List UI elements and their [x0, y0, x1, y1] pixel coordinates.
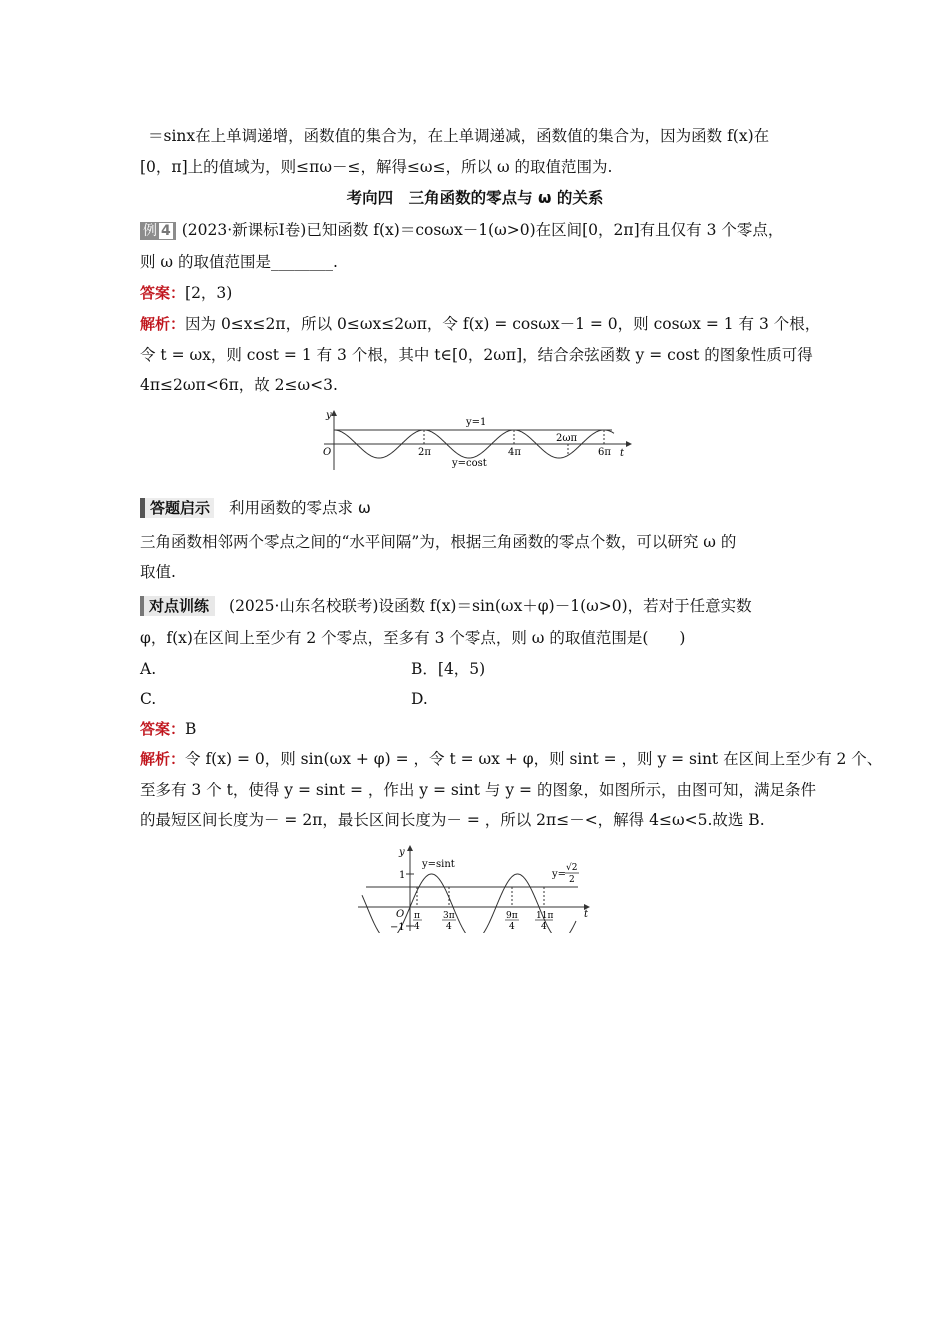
- practice-tag: 对点训练: [140, 596, 215, 616]
- practice-answer-value: B: [185, 720, 197, 738]
- t-axis-arrow: [626, 441, 632, 447]
- option-a[interactable]: A.: [140, 660, 157, 678]
- answer-label: 答案：: [140, 284, 186, 302]
- sine-figure: [356, 843, 592, 933]
- tick-3pi4-den: 4: [446, 922, 452, 932]
- fig2-curve-label: y=sint: [422, 859, 455, 870]
- tick-11pi4-den: 4: [541, 922, 547, 932]
- example-answer: [140, 283, 232, 303]
- fig2-tick-11pi4: [535, 911, 553, 932]
- example-badge: 例 4: [140, 222, 176, 240]
- practice-analysis-3: 的最短区间长度为－ = 2π，最长区间长度为－ = ，所以 2π≤－<，解得 4≤ω<5.故选 B.: [140, 811, 765, 829]
- practice-analysis-2: 至多有 3 个 t，使得 y = sint = ，作出 y = sint 与 y = 的图象，如图所示，由图可知，满足条件: [140, 781, 816, 799]
- fig2-one: 1: [399, 870, 406, 881]
- tick-9pi4-den: 4: [509, 922, 515, 932]
- fig1-tick-2pi: 2π: [418, 447, 431, 458]
- fig1-tick-4pi: 4π: [508, 447, 521, 458]
- tip-tag: 答题启示: [140, 498, 214, 518]
- fig1-y-label: y: [326, 410, 332, 421]
- example-analysis-1: [140, 314, 820, 334]
- fig2-t-label: t: [584, 909, 589, 920]
- tick-11pi4-num: 11π: [536, 911, 554, 921]
- practice-analysis-label: 解析：: [140, 750, 186, 768]
- fig2-y-label: y: [399, 847, 405, 858]
- example-analysis-3: 4π≤2ωπ<6π，故 2≤ω<3.: [140, 376, 338, 394]
- fig1-mark-label: 2ωπ: [556, 433, 578, 444]
- tip-title: 利用函数的零点求 ω: [228, 499, 371, 517]
- tick-9pi4-num: 9π: [506, 911, 518, 921]
- tip-body-2: 取值.: [140, 563, 176, 581]
- practice-analysis-1: [140, 749, 882, 769]
- fig2-neg-one: −1: [390, 922, 405, 933]
- fig1-origin: O: [323, 447, 332, 458]
- example-line-2: 则 ω 的取值范围是________.: [140, 253, 338, 271]
- practice-line-1: [140, 596, 752, 616]
- answer-value: [2，3): [185, 284, 233, 302]
- tick-3pi4-num: 3π: [443, 911, 455, 921]
- fig1-t-label: t: [620, 448, 625, 459]
- practice-line-2: φ，f(x)在区间上至少有 2 个零点，至多有 3 个零点，则 ω 的取值范围是( ): [140, 629, 686, 647]
- fig2-den: 2: [569, 875, 575, 885]
- tick-pi4-num: π: [414, 911, 420, 921]
- fig2-tick-9pi4: [505, 911, 519, 932]
- intro-line-1: ＝sinx在上单调递增，函数值的集合为，在上单调递减，函数值的集合为，因为函数 f(x)在: [148, 127, 770, 145]
- fig2-sqrt2: √2: [566, 863, 578, 873]
- option-d[interactable]: D.: [411, 690, 428, 708]
- example-analysis-2: 令 t = ωx，则 cost = 1 有 3 个根，其中 t∈[0，2ωπ]，结合余弦函数 y = cost 的图象性质可得: [140, 346, 813, 364]
- practice-analysis-text: 令 f(x) = 0，则 sin(ωx + φ) = ，令 t = ωx + φ，则 sint = ，则 y = sint 在区间上至少有 2 个、: [185, 750, 883, 768]
- analysis-text: 因为 0≤x≤2π，所以 0≤ωx≤2ωπ，令 f(x) = cosωx－1 = 0，则 cosωx = 1 有 3 个根，: [185, 315, 821, 333]
- intro-line-2: [0，π]上的值域为，则≤πω－≤，解得≤ω≤，所以 ω 的取值范围为.: [140, 158, 613, 176]
- section-heading: 考向四 三角函数的零点与 ω 的关系: [346, 189, 604, 207]
- tip-body-1: 三角函数相邻两个零点之间的“水平间隔”为，根据三角函数的零点个数，可以研究 ω 的: [140, 533, 737, 551]
- tick-pi4-den: 4: [414, 922, 420, 932]
- fig2-tick-3pi4: [442, 911, 456, 932]
- fig1-line-label: y=1: [466, 417, 487, 428]
- practice-text: (2025·山东名校联考)设函数 f(x)＝sin(ωx＋φ)－1(ω>0)，若对于任意实数: [229, 597, 752, 615]
- tip-heading: [140, 498, 371, 518]
- fig2-line-label-prefix: y=: [552, 869, 567, 880]
- practice-answer-label: 答案：: [140, 720, 186, 738]
- y-axis-arrow-2: [407, 845, 413, 851]
- cosine-figure: [318, 408, 634, 472]
- analysis-label: 解析：: [140, 315, 186, 333]
- fig1-curve-label: y=cost: [452, 458, 487, 469]
- fig2-tick-pi4: [413, 911, 422, 932]
- option-c[interactable]: C.: [140, 690, 157, 708]
- practice-answer: [140, 719, 196, 739]
- fig2-origin: O: [396, 909, 405, 920]
- option-b[interactable]: B．[4，5): [411, 660, 486, 678]
- example-line-1: [140, 220, 783, 240]
- example-text: (2023·新课标Ⅰ卷)已知函数 f(x)＝cosωx－1(ω>0)在区间[0，2π]有且仅有 3 个零点，: [181, 221, 784, 239]
- y-axis-arrow: [331, 410, 337, 416]
- fig1-tick-6pi: 6π: [598, 447, 611, 458]
